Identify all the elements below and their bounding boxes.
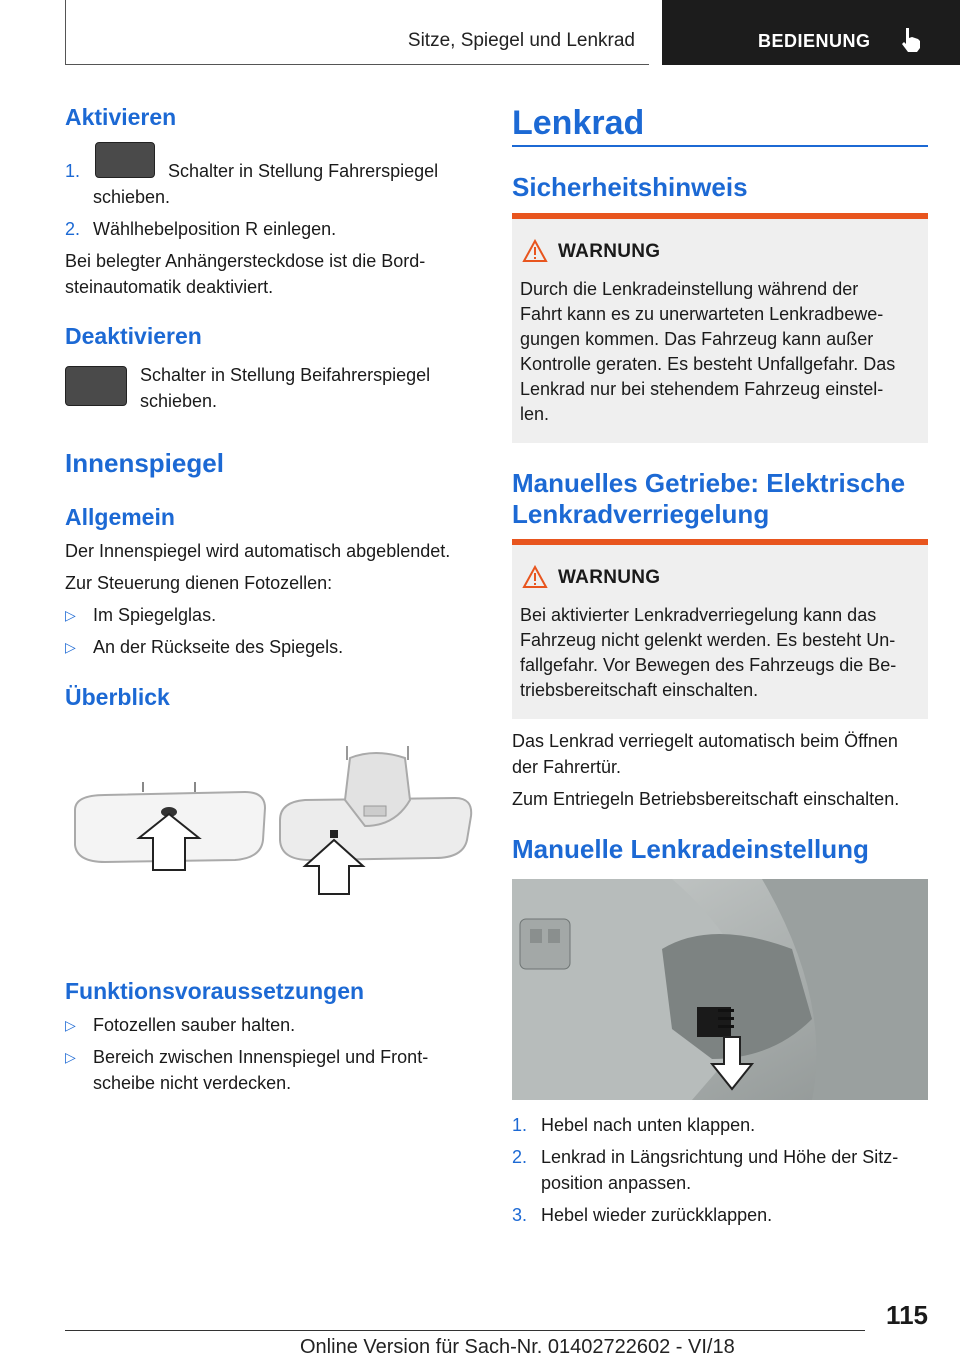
bullet-bereich-line2: scheibe nicht verdecken. <box>93 1073 292 1093</box>
warning-title: WARNUNG <box>558 241 661 262</box>
warning-line: Durch die Lenkradeinstellung während der <box>520 279 859 299</box>
warning-box-lenkradverriegelung <box>512 539 928 719</box>
step-text-line1: Lenkrad in Längsrichtung und Höhe der Sitz- <box>541 1147 899 1167</box>
heading-sicherheitshinweis: Sicherheitshinweis <box>512 172 748 202</box>
hand-pointer-icon <box>898 26 924 54</box>
deaktivieren-text <box>140 362 430 414</box>
warning-line: len. <box>520 404 550 424</box>
warning-line: Kontrolle geraten. Es besteht Unfallgefahr. Das <box>520 354 896 374</box>
step-2-text: Wählhebelposition R einlegen. <box>93 219 337 239</box>
bordstein-note-line1: Bei belegter Anhängersteckdose ist die Bord- <box>65 251 426 271</box>
footer-rule <box>65 1330 865 1331</box>
heading-lenkrad: Lenkrad <box>512 104 645 142</box>
step-number: 1. <box>512 1115 528 1135</box>
bullet-fotozellen-sauber-text: Fotozellen sauber halten. <box>93 1015 296 1035</box>
allgemein-text: Der Innenspiegel wird automatisch abgeblendet. <box>65 541 451 561</box>
warning-line: Bei aktivierter Lenkradverriegelung kann das <box>520 605 877 625</box>
heading-manuelle-lenkradeinstellung: Manuelle Lenkradeinstellung <box>512 834 869 864</box>
heading-getriebe-line1: Manuelles Getriebe: Elektrische <box>512 468 906 498</box>
mirror-switch-driver-image <box>95 142 155 178</box>
heading-getriebe-line2: Lenkradverriegelung <box>512 499 770 529</box>
step-text: Hebel wieder zurückklappen. <box>541 1205 773 1225</box>
verriegelt-text <box>512 728 898 780</box>
bullet-marker: ▷ <box>65 1049 76 1065</box>
deaktivieren-text-line1: Schalter in Stellung Beifahrerspiegel <box>140 365 431 385</box>
chapter-tab[interactable] <box>662 0 960 65</box>
warning-line: Lenkrad nur bei stehendem Fahrzeug einstel- <box>520 379 884 399</box>
lenkrad-rule <box>512 145 928 147</box>
step-1-text-line1: Schalter in Stellung Fahrerspiegel <box>168 161 439 181</box>
warning-line: triebsbereitschaft einschalten. <box>520 680 759 700</box>
heading-deaktivieren: Deaktivieren <box>65 323 202 349</box>
steering-lever-photo <box>512 879 928 1100</box>
warning-line: Fahrt kann es zu unerwarteten Lenkradbewe- <box>520 304 884 324</box>
step-2-number: 2. <box>65 219 81 239</box>
warning-line: gungen kommen. Das Fahrzeug kann außer <box>520 329 874 349</box>
header-left-rule <box>65 0 66 64</box>
verriegelt-line1: Das Lenkrad verriegelt automatisch beim Öffnen <box>512 731 898 751</box>
bullet-marker: ▷ <box>65 1017 76 1033</box>
header-section-title: Sitze, Spiegel und Lenkrad <box>407 30 635 51</box>
header-bottom-rule <box>65 64 649 65</box>
step-number: 2. <box>512 1147 528 1167</box>
step-number: 3. <box>512 1205 528 1225</box>
heading-ueberblick: Überblick <box>65 684 170 710</box>
step-text: Hebel nach unten klappen. <box>541 1115 756 1135</box>
warning-line: Fahrzeug nicht gelenkt werden. Es besteht Un- <box>520 630 896 650</box>
step-1-number: 1. <box>65 161 81 181</box>
bullet-marker: ▷ <box>65 639 76 655</box>
interior-mirror-illustration <box>65 740 475 910</box>
bordstein-note-line2: steinautomatik deaktiviert. <box>65 277 274 297</box>
bullet-rueckseite-text: An der Rückseite des Spiegels. <box>93 637 344 657</box>
fotozellen-intro: Zur Steuerung dienen Fotozellen: <box>65 573 333 593</box>
bullet-spiegelglas-text: Im Spiegelglas. <box>93 605 217 625</box>
deaktivieren-text-line2: schieben. <box>140 391 218 411</box>
warning-title: WARNUNG <box>558 567 661 588</box>
page-number: 115 <box>886 1300 928 1330</box>
verriegelt-line2: der Fahrertür. <box>512 757 622 777</box>
heading-allgemein: Allgemein <box>65 504 175 530</box>
bullet-marker: ▷ <box>65 607 76 623</box>
step-text-line2: position anpassen. <box>541 1173 692 1193</box>
warning-triangle-icon <box>522 565 548 589</box>
bullet-bereich-line1: Bereich zwischen Innenspiegel und Front- <box>93 1047 429 1067</box>
chapter-tab-label: BEDIENUNG <box>758 31 871 51</box>
entriegeln-text: Zum Entriegeln Betriebsbereitschaft einschalten. <box>512 789 900 809</box>
heading-innenspiegel: Innenspiegel <box>65 448 224 478</box>
heading-funktionsvoraussetzungen: Funktionsvoraussetzungen <box>65 978 365 1004</box>
mirror-switch-passenger-image <box>65 366 127 406</box>
warning-line: fallgefahr. Vor Bewegen des Fahrzeugs die Be- <box>520 655 897 675</box>
heading-aktivieren: Aktivieren <box>65 104 177 130</box>
bordstein-note <box>65 248 475 300</box>
warning-text <box>520 277 924 427</box>
footer-online-version: Online Version für Sach-Nr. 01402722602 - VI/18 <box>300 1336 735 1358</box>
warning-triangle-icon <box>522 239 548 263</box>
warning-box-lenkradeinstellung <box>512 213 928 443</box>
heading-getriebe <box>512 468 905 530</box>
warning-text <box>520 603 924 703</box>
step-1-text-line2: schieben. <box>93 187 171 207</box>
